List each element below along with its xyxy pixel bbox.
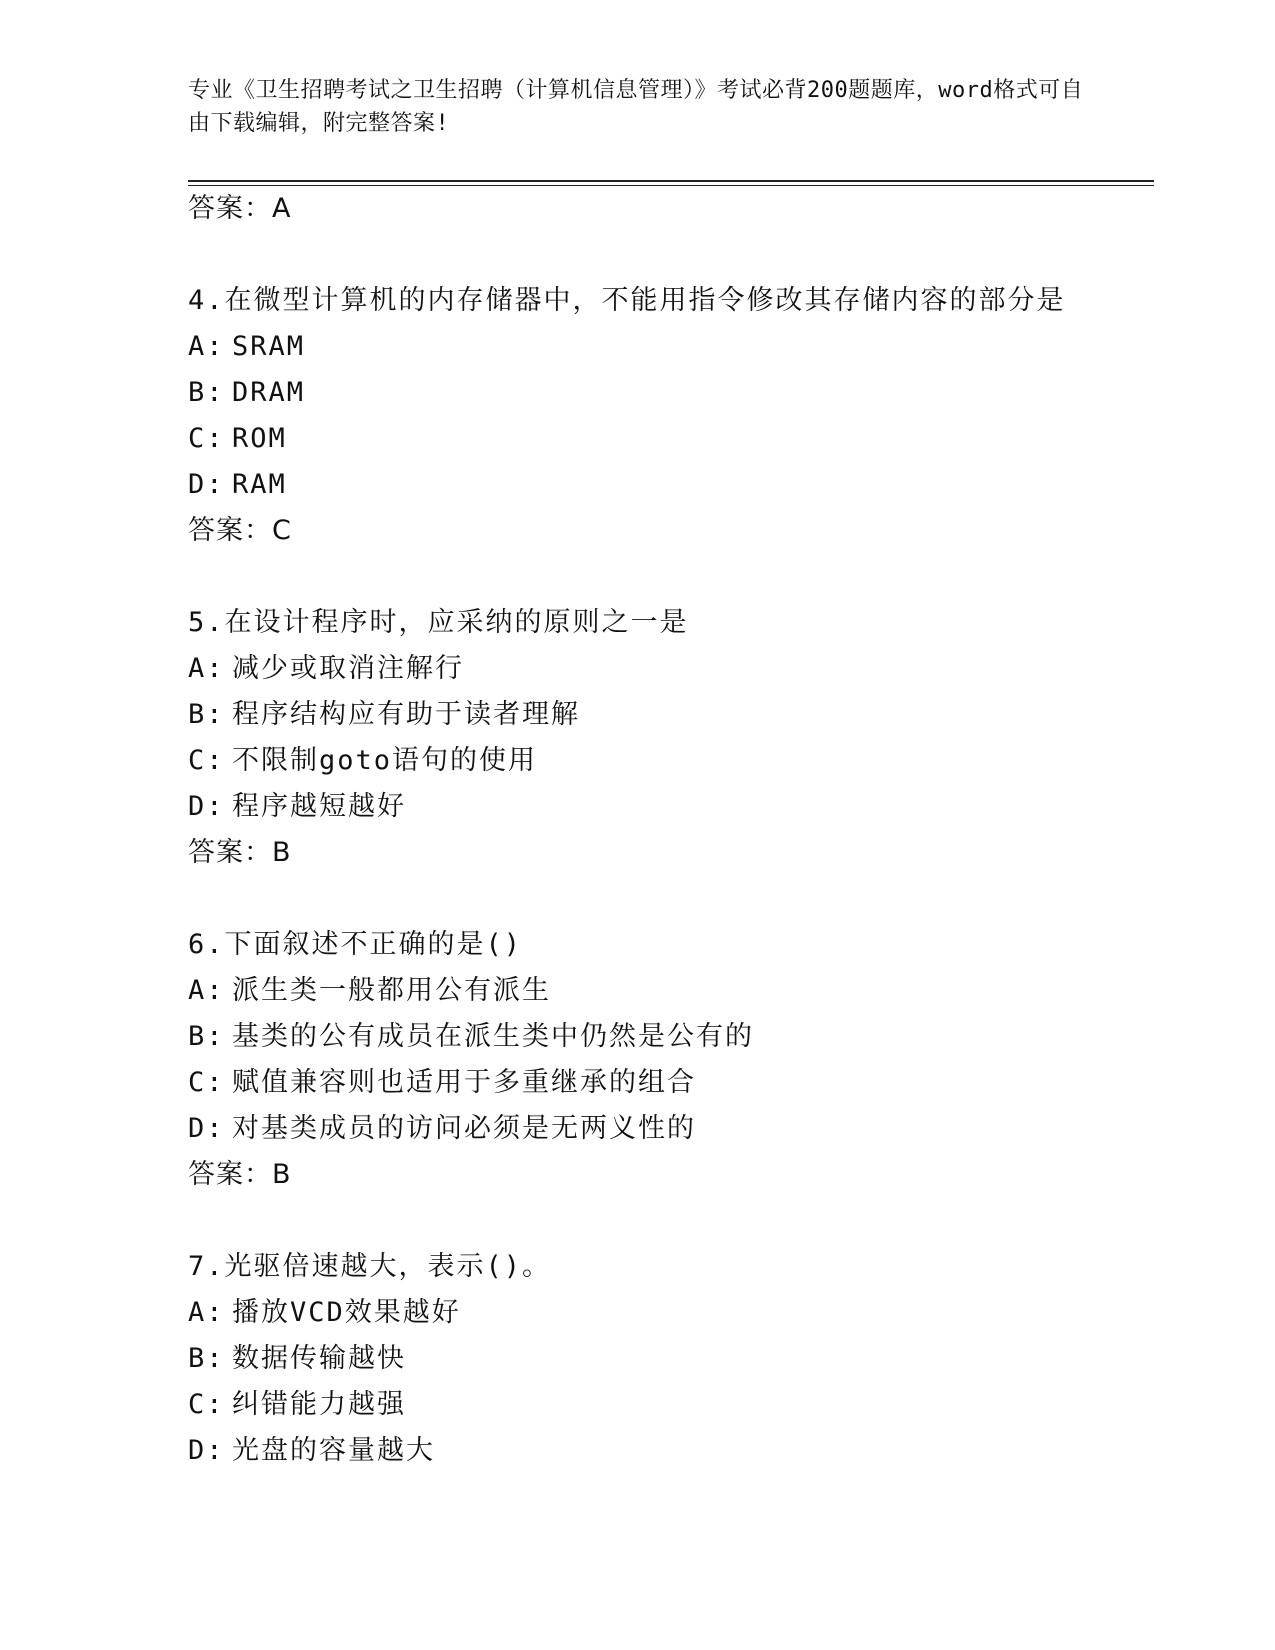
question-text [188, 600, 1148, 646]
option-letter: C: [188, 1067, 225, 1098]
option-letter: A: [188, 331, 225, 362]
question-list [188, 186, 1148, 1474]
option-letter: B: [188, 377, 225, 408]
question-block [188, 1244, 1148, 1474]
option-text: 纠错能力越强 [232, 1389, 406, 1420]
question-number: 7. [188, 1251, 225, 1282]
option-b [188, 1014, 1148, 1060]
option-text: 播放VCD效果越好 [232, 1297, 461, 1328]
question-stem: 光驱倍速越大，表示()。 [224, 1251, 552, 1282]
option-text: 程序结构应有助于读者理解 [232, 699, 580, 730]
option-text: 派生类一般都用公有派生 [232, 975, 551, 1006]
option-letter: B: [188, 699, 225, 730]
option-text: ROM [232, 423, 287, 454]
option-letter: A: [188, 975, 225, 1006]
question-stem: 在微型计算机的内存储器中，不能用指令修改其存储内容的部分是 [224, 285, 1066, 316]
option-letter: D: [188, 469, 225, 500]
question-number: 5. [188, 607, 225, 638]
option-letter: A: [188, 1297, 225, 1328]
option-letter: D: [188, 1113, 225, 1144]
option-text: 减少或取消注解行 [232, 653, 464, 684]
question-block [188, 600, 1148, 876]
document-header: 专业《卫生招聘考试之卫生招聘（计算机信息管理）》考试必背200题题库，word格式可自由下载编辑，附完整答案! [188, 78, 1084, 136]
question-text [188, 922, 1148, 968]
option-letter: B: [188, 1021, 225, 1052]
option-text: 基类的公有成员在派生类中仍然是公有的 [232, 1021, 754, 1052]
option-letter: A: [188, 653, 225, 684]
option-text: 不限制goto语句的使用 [232, 745, 538, 776]
option-text: 光盘的容量越大 [232, 1435, 435, 1466]
option-c [188, 416, 1148, 462]
question-number: 4. [188, 285, 225, 316]
option-letter: C: [188, 1389, 225, 1420]
option-a [188, 324, 1148, 370]
option-b [188, 1336, 1148, 1382]
option-letter: C: [188, 745, 225, 776]
option-text: DRAM [232, 377, 306, 408]
option-letter: D: [188, 791, 225, 822]
option-text: 数据传输越快 [232, 1343, 406, 1374]
option-d [188, 462, 1148, 508]
question-text [188, 278, 1148, 324]
option-d [188, 784, 1148, 830]
option-text: RAM [232, 469, 287, 500]
header-rule-thick [188, 180, 1154, 182]
option-text: SRAM [232, 331, 306, 362]
question-number: 6. [188, 929, 225, 960]
option-d [188, 1428, 1148, 1474]
option-letter: B: [188, 1343, 225, 1374]
option-text: 对基类成员的访问必须是无两义性的 [232, 1113, 696, 1144]
option-a [188, 1290, 1148, 1336]
option-letter: C: [188, 423, 225, 454]
option-b [188, 692, 1148, 738]
question-stem: 在设计程序时，应采纳的原则之一是 [224, 607, 689, 638]
question-block [188, 278, 1148, 554]
option-a [188, 968, 1148, 1014]
option-letter: D: [188, 1435, 225, 1466]
question-stem: 下面叙述不正确的是() [224, 929, 523, 960]
option-text: 赋值兼容则也适用于多重继承的组合 [232, 1067, 696, 1098]
answer-line: 答案：C [188, 515, 292, 546]
option-c [188, 738, 1148, 784]
option-c [188, 1060, 1148, 1106]
option-c [188, 1382, 1148, 1428]
answer-line: 答案：B [188, 1159, 292, 1190]
question-text [188, 1244, 1148, 1290]
option-a [188, 646, 1148, 692]
option-b [188, 370, 1148, 416]
question-block [188, 922, 1148, 1198]
answer-line: 答案：B [188, 837, 292, 868]
answer-line: 答案：A [188, 193, 292, 224]
option-d [188, 1106, 1148, 1152]
option-text: 程序越短越好 [232, 791, 406, 822]
